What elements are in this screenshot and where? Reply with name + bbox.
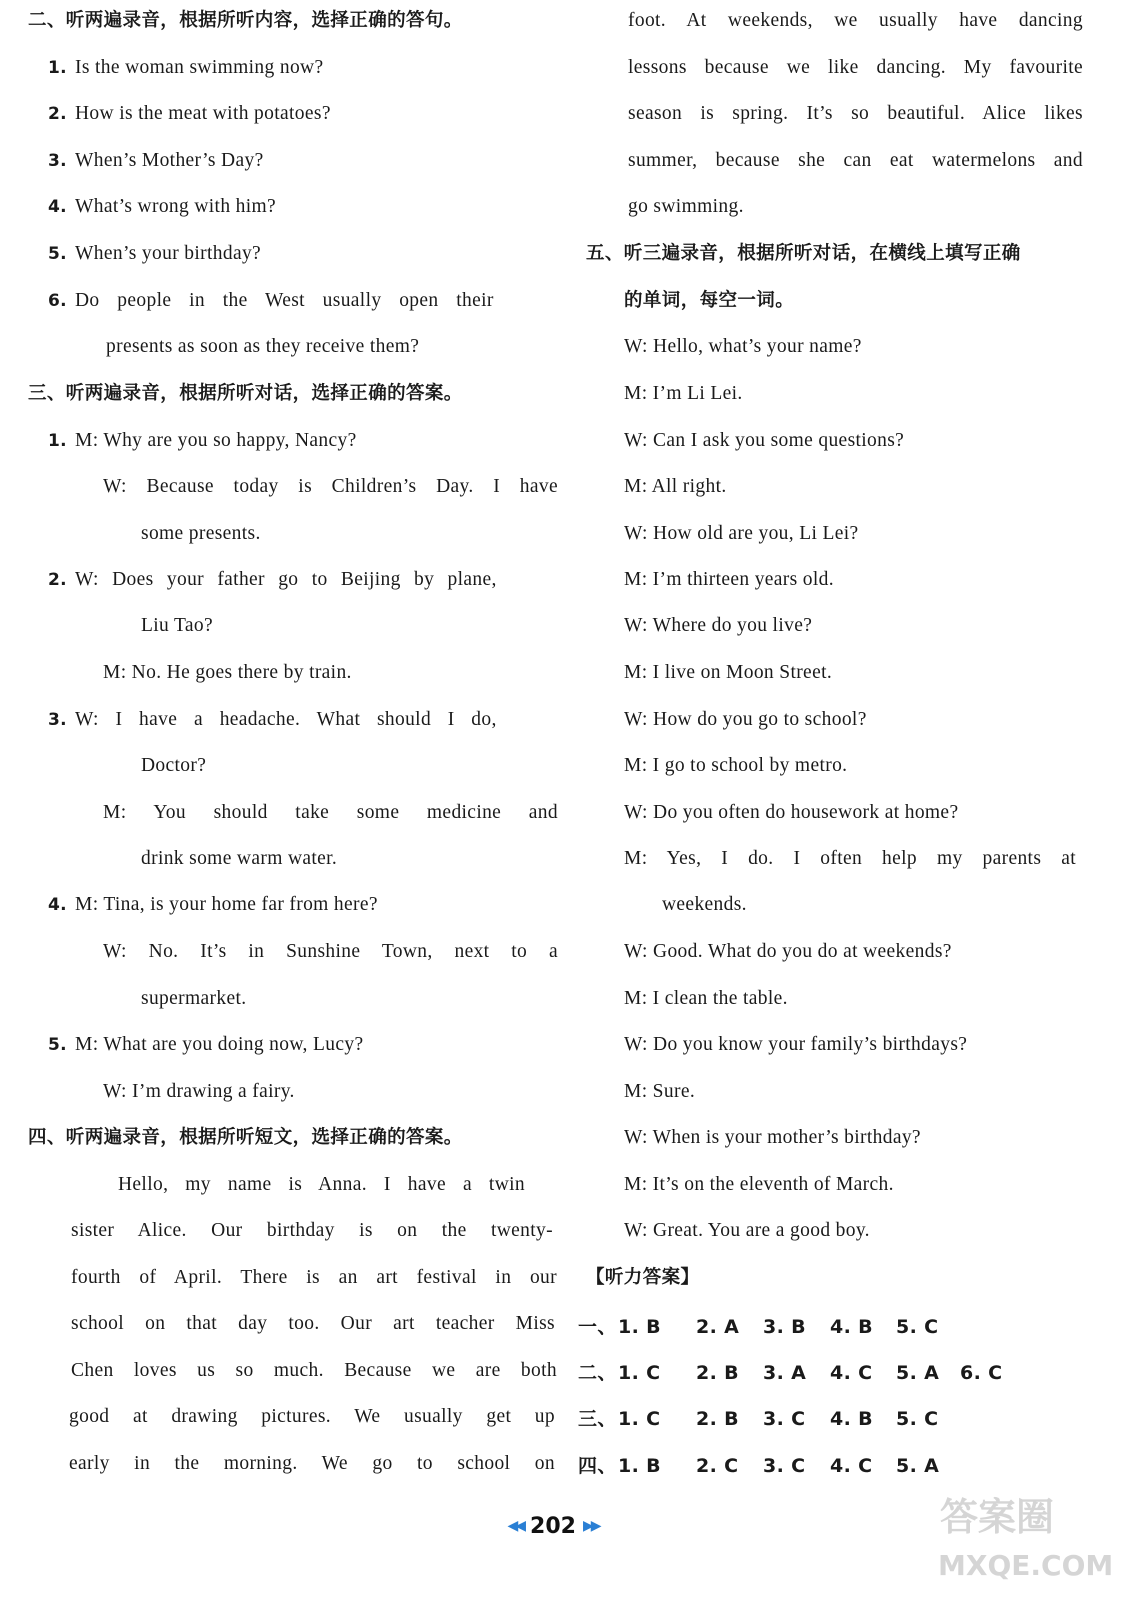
- line-text: go swimming.: [628, 196, 744, 217]
- text-line: [48, 1031, 363, 1059]
- text-line: [624, 845, 1076, 873]
- text-line: [71, 1310, 555, 1338]
- item-number: 4.: [48, 197, 67, 217]
- line-text: W: How do you go to school?: [624, 709, 867, 730]
- answer-item: 1. C: [618, 1408, 661, 1430]
- line-text: M: I live on Moon Street.: [624, 662, 833, 683]
- answer-item: 4. C: [830, 1362, 873, 1384]
- line-text: W: Can I ask you some questions?: [624, 430, 905, 451]
- line-text: M: I’m thirteen years old.: [624, 569, 835, 590]
- line-text: M: Yes, I do. I often help my parents at: [624, 848, 1076, 869]
- text-line: [103, 473, 558, 501]
- answer-item: 2. C: [696, 1455, 739, 1477]
- text-line: [624, 938, 952, 966]
- line-text: When’s your birthday?: [75, 243, 262, 264]
- text-line: [141, 752, 206, 780]
- text-line: [48, 427, 357, 455]
- text-line: [624, 612, 812, 640]
- line-text: 四、听两遍录音，根据所听短文，选择正确的答案。: [28, 1127, 463, 1148]
- line-text: M: Why are you so happy, Nancy?: [75, 430, 357, 451]
- line-text: good at drawing pictures. We usually get up: [69, 1406, 555, 1427]
- answer-row-label: 四、: [578, 1455, 617, 1477]
- watermark-logo: [930, 1475, 1120, 1595]
- line-text: supermarket.: [141, 988, 247, 1009]
- text-line: [624, 659, 832, 687]
- item-number: 4.: [48, 895, 67, 915]
- page-number: 202: [530, 1513, 576, 1539]
- line-text: some presents.: [141, 523, 261, 544]
- line-text: M: It’s on the eleventh of March.: [624, 1174, 894, 1195]
- item-number: 1.: [48, 58, 67, 78]
- item-number: 6.: [48, 291, 67, 311]
- line-text: W: Does your father go to Beijing by plane,: [75, 569, 497, 590]
- text-line: [71, 1264, 557, 1292]
- line-text: M: I’m Li Lei.: [624, 383, 743, 404]
- answer-item: 1. B: [618, 1455, 661, 1477]
- line-text: M: No. He goes there by train.: [103, 662, 352, 683]
- item-number: 3.: [48, 151, 67, 171]
- line-text: M: Sure.: [624, 1081, 696, 1102]
- answer-row-label: 三、: [578, 1408, 617, 1430]
- line-text: M: I clean the table.: [624, 988, 788, 1009]
- answer-item: 5. A: [896, 1362, 940, 1384]
- line-text: Chen loves us so much. Because we are both: [71, 1360, 557, 1381]
- item-number: 3.: [48, 710, 67, 730]
- watermark-url: MXQE.COM: [938, 1549, 1114, 1582]
- line-text: How is the meat with potatoes?: [75, 103, 331, 124]
- text-line: [118, 1171, 525, 1199]
- line-text: M: Tina, is your home far from here?: [75, 894, 378, 915]
- line-text: W: Good. What do you do at weekends?: [624, 941, 952, 962]
- answer-item: 3. B: [763, 1316, 806, 1338]
- item-number: 2.: [48, 570, 67, 590]
- answer-item: 5. A: [896, 1455, 940, 1477]
- text-line: [141, 845, 337, 873]
- answer-item: 4. B: [830, 1408, 873, 1430]
- answer-row-label: 二、: [578, 1362, 617, 1384]
- text-line: [624, 1078, 695, 1106]
- text-line: [624, 1124, 921, 1152]
- text-line: [103, 1078, 295, 1106]
- line-text: school on that day too. Our art teacher Miss: [71, 1313, 555, 1334]
- line-text: W: Where do you live?: [624, 615, 813, 636]
- prev-arrow-icon: ◀◀: [507, 1518, 524, 1534]
- line-text: W: Do you often do housework at home?: [624, 802, 959, 823]
- answer-item: 3. C: [763, 1408, 806, 1430]
- text-line: [48, 706, 497, 734]
- text-line: [624, 706, 867, 734]
- line-text: M: What are you doing now, Lucy?: [75, 1034, 364, 1055]
- text-line: [103, 938, 558, 966]
- section-heading: [28, 1124, 463, 1152]
- line-text: Hello, my name is Anna. I have a twin: [118, 1174, 525, 1195]
- page-footer: [478, 1511, 628, 1541]
- text-line: [48, 193, 276, 221]
- line-text: sister Alice. Our birthday is on the twenty-: [71, 1220, 553, 1241]
- text-line: [48, 891, 378, 919]
- text-line: [103, 659, 352, 687]
- line-text: Do people in the West usually open their: [75, 290, 494, 311]
- line-text: M: I go to school by metro.: [624, 755, 848, 776]
- text-line: [103, 799, 558, 827]
- next-arrow-icon: ▶▶: [582, 1518, 599, 1534]
- line-text: 三、听两遍录音，根据所听对话，选择正确的答案。: [28, 383, 463, 404]
- line-text: season is spring. It’s so beautiful. Alice likes: [628, 103, 1083, 124]
- line-text: 【听力答案】: [586, 1267, 700, 1288]
- line-text: drink some warm water.: [141, 848, 338, 869]
- section-heading: [28, 380, 463, 408]
- text-line: [48, 147, 264, 175]
- text-line: [624, 380, 743, 408]
- line-text: early in the morning. We go to school on: [69, 1453, 555, 1474]
- answer-item: 1. B: [618, 1316, 661, 1338]
- text-line: [71, 1357, 557, 1385]
- answer-item: 1. C: [618, 1362, 661, 1384]
- line-text: W: How old are you, Li Lei?: [624, 523, 859, 544]
- line-text: 五、听三遍录音，根据所听对话，在横线上填写正确: [586, 243, 1021, 264]
- answer-item: 2. B: [696, 1408, 739, 1430]
- text-line: [48, 240, 261, 268]
- section-heading: [624, 287, 794, 315]
- text-line: [141, 520, 261, 548]
- text-line: [141, 985, 246, 1013]
- line-text: W: Do you know your family’s birthdays?: [624, 1034, 968, 1055]
- item-number: 1.: [48, 431, 67, 451]
- answer-item: 2. A: [696, 1316, 740, 1338]
- text-line: [628, 193, 744, 221]
- text-line: [624, 985, 788, 1013]
- line-text: When’s Mother’s Day?: [75, 150, 264, 171]
- answer-item: 4. C: [830, 1455, 873, 1477]
- text-line: [624, 566, 834, 594]
- answer-row-label: 一、: [578, 1316, 617, 1338]
- line-text: W: I have a headache. What should I do,: [75, 709, 497, 730]
- text-line: [628, 54, 1083, 82]
- line-text: W: When is your mother’s birthday?: [624, 1127, 921, 1148]
- section-heading: [28, 7, 463, 35]
- text-line: [69, 1403, 555, 1431]
- text-line: [628, 7, 1083, 35]
- section-heading: [586, 1264, 699, 1292]
- item-number: 5.: [48, 244, 67, 264]
- watermark-text: 答案圈: [940, 1495, 1055, 1539]
- item-number: 5.: [48, 1035, 67, 1055]
- text-line: [662, 891, 747, 919]
- answer-item: 5. C: [896, 1316, 939, 1338]
- line-text: W: I’m drawing a fairy.: [103, 1081, 295, 1102]
- answer-item: 6. C: [960, 1362, 1003, 1384]
- line-text: 的单词，每空一词。: [624, 290, 795, 311]
- answer-item: 4. B: [830, 1316, 873, 1338]
- text-line: [69, 1450, 555, 1478]
- text-line: [48, 287, 494, 315]
- text-line: [48, 100, 331, 128]
- line-text: M: You should take some medicine and: [103, 802, 558, 823]
- line-text: Is the woman swimming now?: [75, 57, 324, 78]
- answer-item: 3. A: [763, 1362, 807, 1384]
- line-text: weekends.: [662, 894, 747, 915]
- line-text: What’s wrong with him?: [75, 196, 277, 217]
- line-text: 二、听两遍录音，根据所听内容，选择正确的答句。: [28, 10, 463, 31]
- text-line: [628, 147, 1083, 175]
- text-line: [141, 612, 213, 640]
- text-line: [71, 1217, 553, 1245]
- text-line: [624, 473, 727, 501]
- line-text: Liu Tao?: [141, 615, 214, 636]
- line-text: W: Great. You are a good boy.: [624, 1220, 870, 1241]
- text-line: [624, 333, 862, 361]
- line-text: Doctor?: [141, 755, 207, 776]
- item-number: 2.: [48, 104, 67, 124]
- line-text: presents as soon as they receive them?: [106, 336, 420, 357]
- line-text: lessons because we like dancing. My favourite: [628, 57, 1083, 78]
- line-text: M: All right.: [624, 476, 727, 497]
- text-line: [624, 1171, 894, 1199]
- text-line: [624, 1031, 967, 1059]
- line-text: fourth of April. There is an art festival in our: [71, 1267, 557, 1288]
- text-line: [48, 54, 324, 82]
- text-line: [624, 1217, 870, 1245]
- section-heading: [586, 240, 1021, 268]
- line-text: W: Because today is Children’s Day. I have: [103, 476, 558, 497]
- line-text: summer, because she can eat watermelons and: [628, 150, 1083, 171]
- text-line: [624, 752, 847, 780]
- text-line: [624, 427, 904, 455]
- answer-item: 3. C: [763, 1455, 806, 1477]
- text-line: [624, 520, 859, 548]
- text-line: [624, 799, 958, 827]
- line-text: foot. At weekends, we usually have dancing: [628, 10, 1083, 31]
- answer-item: 2. B: [696, 1362, 739, 1384]
- line-text: W: Hello, what’s your name?: [624, 336, 862, 357]
- answer-item: 5. C: [896, 1408, 939, 1430]
- text-line: [48, 566, 497, 594]
- text-line: [628, 100, 1083, 128]
- line-text: W: No. It’s in Sunshine Town, next to a: [103, 941, 558, 962]
- text-line: [106, 333, 419, 361]
